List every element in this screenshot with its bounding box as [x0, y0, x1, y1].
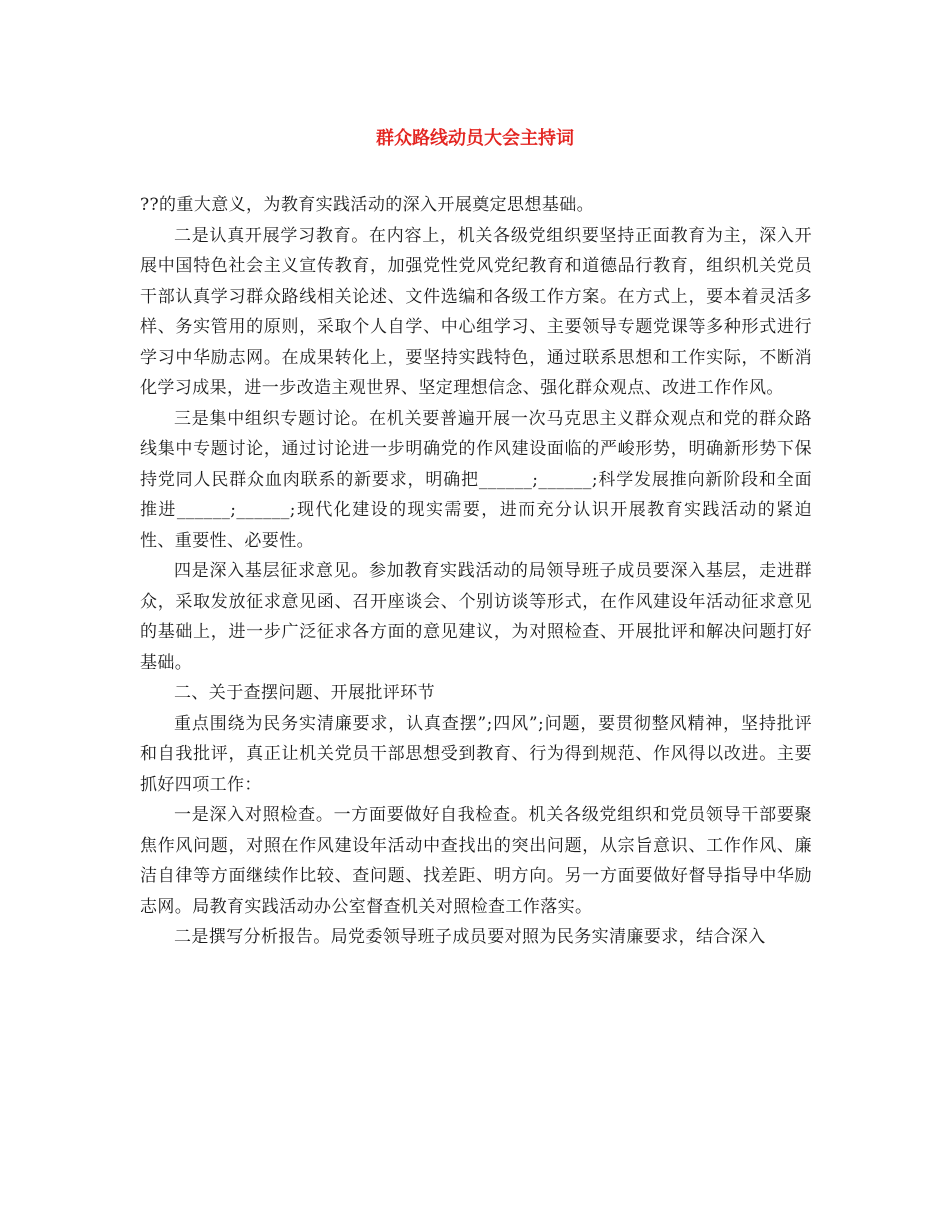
- paragraph-grassroots-opinions: 四是深入基层征求意见。参加教育实践活动的局领导班子成员要深入基层，走进群众，采取发放征求意见函、召开座谈会、个别访谈等形式，在作风建设年活动征求意见的基础上，进一步广泛征求各方面的意见建议，为对照检查、开展批评和解决问题打好基础。: [140, 561, 812, 673]
- document-body: [140, 190, 812, 953]
- paragraph-key-requirements: 重点围绕为民务实清廉要求，认真查摆”;四风”;问题，要贯彻整风精神，坚持批评和自我批评，真正让机关党员干部思想受到教育、行为得到规范、作风得以改进。主要抓好四项工作：: [140, 713, 812, 795]
- paragraph-analysis-report: 二是撰写分析报告。局党委领导班子成员要对照为民务实清廉要求，结合深入: [174, 927, 766, 947]
- section-heading-criticism: 二、关于查摆问题、开展批评环节: [174, 683, 435, 703]
- paragraph-self-check: 一是深入对照检查。一方面要做好自我检查。机关各级党组织和党员领导干部要聚焦作风问题，对照在作风建设年活动中查找出的突出问题，从宗旨意识、工作作风、廉洁自律等方面继续作比较、查问题、找差距、明方向。另一方面要做好督导指导中华励志网。局教育实践活动办公室督查机关对照检查工作落实。: [140, 805, 812, 917]
- document-title: 群众路线动员大会主持词: [376, 128, 574, 149]
- paragraph-topic-discussion: 三是集中组织专题讨论。在机关要普遍开展一次马克思主义群众观点和党的群众路线集中专题讨论，通过讨论进一步明确党的作风建设面临的严峻形势，明确新形势下保持党同人民群众血肉联系的新要求，明确把______;______;科学发展推向新阶段和全面推进______;______;现代化建设的现实需要，进而充分认识开展教育实践活动的紧迫性、重要性、必要性。: [140, 408, 812, 551]
- paragraph-study-education: 二是认真开展学习教育。在内容上，机关各级党组织要坚持正面教育为主，深入开展中国特色社会主义宣传教育，加强党性党风党纪教育和道德品行教育，组织机关党员干部认真学习群众路线相关论述、文件选编和各级工作方案。在方式上，要本着灵活多样、务实管用的原则，采取个人自学、中心组学习、主要领导专题党课等多种形式进行学习中华励志网。在成果转化上，要坚持实践特色，通过联系思想和工作实际，不断消化学习成果，进一步改造主观世界、坚定理想信念、强化群众观点、改进工作作风。: [140, 225, 812, 398]
- paragraph-continuation: ??的重大意义，为教育实践活动的深入开展奠定思想基础。: [140, 195, 595, 215]
